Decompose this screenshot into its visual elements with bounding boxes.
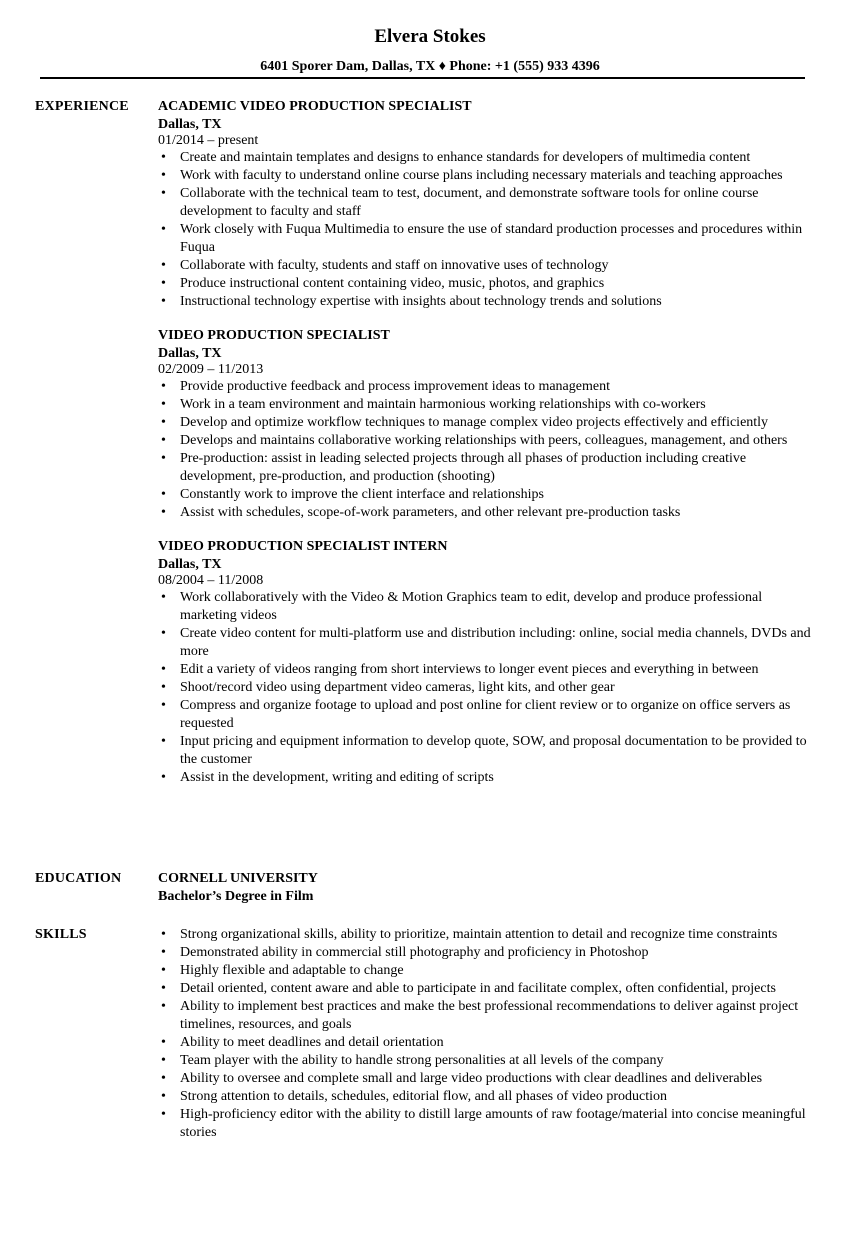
bullet-item: • Collaborate with faculty, students and staff on innovative uses of technology <box>180 257 820 275</box>
bullet-item: • Work in a team environment and maintain harmonious working relationships with co-workers <box>180 396 820 414</box>
degree: Bachelor’s Degree in Film <box>158 889 314 904</box>
bullet-item: • Develop and optimize workflow techniques to manage complex video projects effectively and efficiently <box>180 414 820 432</box>
bullet-item: • Compress and organize footage to upload and post online for client review or to organize on office servers as requested <box>180 697 820 733</box>
job-location: Dallas, TX <box>158 557 222 572</box>
job-dates: 01/2014 – present <box>158 133 259 148</box>
skill-item: • Demonstrated ability in commercial still photography and proficiency in Photoshop <box>180 944 820 962</box>
bullet-item: • Input pricing and equipment information to develop quote, SOW, and proposal documentation to be provided to the customer <box>180 733 820 769</box>
job-bullets <box>158 589 820 787</box>
job-title: ACADEMIC VIDEO PRODUCTION SPECIALIST <box>158 99 472 114</box>
skill-item: • Strong attention to details, schedules, editorial flow, and all phases of video production <box>180 1088 820 1106</box>
education-body <box>158 870 820 906</box>
job-title: VIDEO PRODUCTION SPECIALIST <box>158 328 390 343</box>
bullet-item: • Shoot/record video using department video cameras, light kits, and other gear <box>180 679 820 697</box>
bullet-item: • Assist with schedules, scope-of-work parameters, and other relevant pre-production tasks <box>180 504 820 522</box>
job-entry <box>158 327 820 522</box>
job-location: Dallas, TX <box>158 117 222 132</box>
bullet-item: • Instructional technology expertise with insights about technology trends and solutions <box>180 293 820 311</box>
job-bullets <box>158 378 820 522</box>
experience-body <box>158 98 820 787</box>
section-label-skills: SKILLS <box>35 927 87 942</box>
skills-body <box>158 926 820 1142</box>
job-entry <box>158 538 820 787</box>
job-dates: 08/2004 – 11/2008 <box>158 573 264 588</box>
candidate-name: Elvera Stokes <box>374 26 486 47</box>
skill-item: • High-proficiency editor with the ability to distill large amounts of raw footage/material into concise meaningful stories <box>180 1106 820 1142</box>
skill-item: • Team player with the ability to handle strong personalities at all levels of the company <box>180 1052 820 1070</box>
job-entry <box>158 98 820 311</box>
bullet-item: • Create and maintain templates and designs to enhance standards for developers of multimedia content <box>180 149 820 167</box>
bullet-item: • Assist in the development, writing and editing of scripts <box>180 769 820 787</box>
skill-item: • Ability to implement best practices and make the best professional recommendations to deliver against project timelines, resources, and goals <box>180 998 820 1034</box>
bullet-item: • Pre-production: assist in leading selected projects through all phases of production including creative development, pre-production, and production (shooting) <box>180 450 820 486</box>
skill-item: • Strong organizational skills, ability to prioritize, maintain attention to detail and recognize time constraints <box>180 926 820 944</box>
bullet-item: • Develops and maintains collaborative working relationships with peers, colleagues, management, and others <box>180 432 820 450</box>
skill-item: • Highly flexible and adaptable to change <box>180 962 820 980</box>
header-divider <box>40 77 805 79</box>
job-title: VIDEO PRODUCTION SPECIALIST INTERN <box>158 539 448 554</box>
bullet-item: • Create video content for multi-platform use and distribution including: online, social media channels, DVDs and more <box>180 625 820 661</box>
skill-item: • Detail oriented, content aware and able to participate in and facilitate complex, often confidential, projects <box>180 980 820 998</box>
skill-item: • Ability to oversee and complete small and large video productions with clear deadlines and deliverables <box>180 1070 820 1088</box>
school-name: CORNELL UNIVERSITY <box>158 871 318 886</box>
bullet-item: • Work with faculty to understand online course plans including necessary materials and teaching approaches <box>180 167 820 185</box>
skills-list <box>158 926 820 1142</box>
education-section <box>35 870 820 906</box>
job-bullets <box>158 149 820 311</box>
contact-line: 6401 Sporer Dam, Dallas, TX ♦ Phone: +1 (555) 933 4396 <box>260 59 600 74</box>
section-label-education: EDUCATION <box>35 871 122 886</box>
section-label-experience: EXPERIENCE <box>35 99 129 114</box>
job-location: Dallas, TX <box>158 346 222 361</box>
bullet-item: • Work collaboratively with the Video & Motion Graphics team to edit, develop and produce professional marketing videos <box>180 589 820 625</box>
skills-section <box>35 926 820 1142</box>
resume-header <box>0 0 860 75</box>
experience-section <box>35 98 820 801</box>
job-dates: 02/2009 – 11/2013 <box>158 362 264 377</box>
skill-item: • Ability to meet deadlines and detail orientation <box>180 1034 820 1052</box>
bullet-item: • Edit a variety of videos ranging from short interviews to longer event pieces and everything in between <box>180 661 820 679</box>
bullet-item: • Constantly work to improve the client interface and relationships <box>180 486 820 504</box>
bullet-item: • Provide productive feedback and process improvement ideas to management <box>180 378 820 396</box>
bullet-item: • Collaborate with the technical team to test, document, and demonstrate software tools for online course development to faculty and staff <box>180 185 820 221</box>
bullet-item: • Work closely with Fuqua Multimedia to ensure the use of standard production processes and procedures within Fuqua <box>180 221 820 257</box>
bullet-item: • Produce instructional content containing video, music, photos, and graphics <box>180 275 820 293</box>
